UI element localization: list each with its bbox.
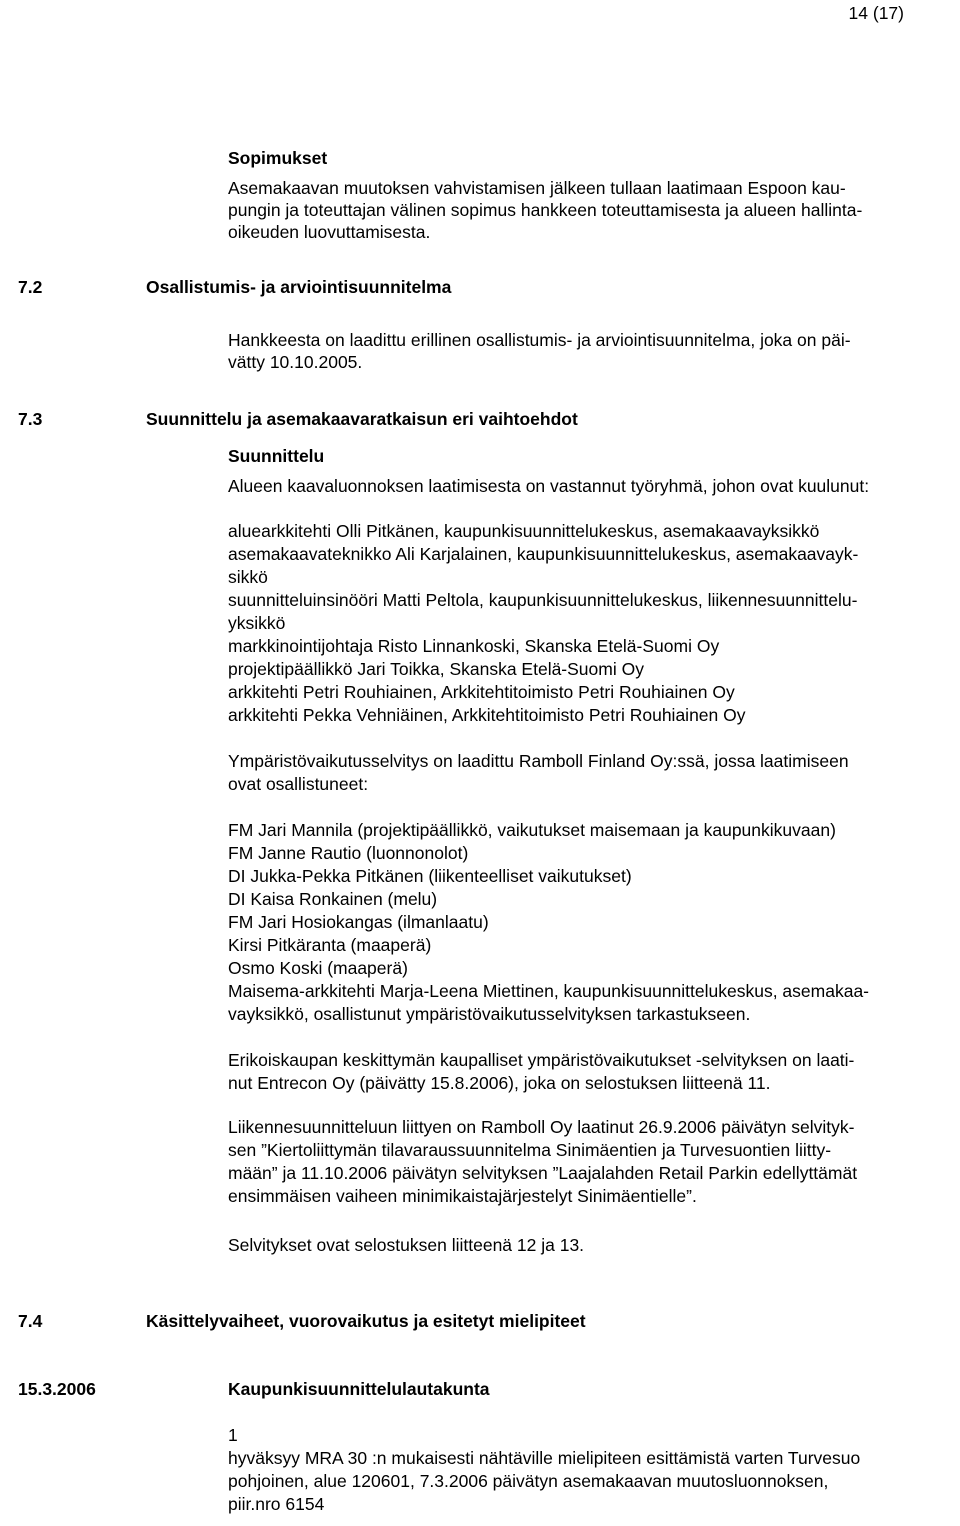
team-member: aluearkkitehti Olli Pitkänen, kaupunkisuunnittelukeskus, asemakaavayksikkö xyxy=(228,521,820,541)
team-member: sikkö xyxy=(228,567,268,587)
section-number: 7.4 xyxy=(18,1311,43,1331)
section-number: 7.2 xyxy=(18,277,43,297)
yva-person: vayksikkö, osallistunut ympäristövaikutusselvityksen tarkastukseen. xyxy=(228,1004,751,1024)
sopimukset-heading: Sopimukset xyxy=(228,148,328,168)
paragraph-line: nut Entrecon Oy (päivätty 15.8.2006), joka on selostuksen liitteenä 11. xyxy=(228,1073,771,1093)
team-member: suunnitteluinsinööri Matti Peltola, kaupunkisuunnittelukeskus, liikennesuunnittelu- xyxy=(228,590,858,610)
paragraph-line: vätty 10.10.2005. xyxy=(228,352,363,372)
meeting-date: 15.3.2006 xyxy=(18,1379,96,1399)
yva-person: Kirsi Pitkäranta (maaperä) xyxy=(228,935,432,955)
paragraph-line: Erikoiskaupan keskittymän kaupalliset ympäristövaikutukset -selvityksen on laati- xyxy=(228,1050,855,1070)
yva-person: FM Janne Rautio (luonnonolot) xyxy=(228,843,469,863)
sopimukset-line: Asemakaavan muutoksen vahvistamisen jälkeen tullaan laatimaan Espoon kau- xyxy=(228,178,846,198)
paragraph-line: Liikennesuunnitteluun liittyen on Ramboll Oy laatinut 26.9.2006 päivätyn selvityk- xyxy=(228,1117,855,1137)
yva-person: DI Jukka-Pekka Pitkänen (liikenteelliset vaikutukset) xyxy=(228,866,632,886)
team-member: yksikkö xyxy=(228,613,286,633)
paragraph-line: Hankkeesta on laadittu erillinen osallistumis- ja arviointisuunnitelma, joka on päi- xyxy=(228,330,851,350)
team-member: arkkitehti Pekka Vehniäinen, Arkkitehtitoimisto Petri Rouhiainen Oy xyxy=(228,705,746,725)
meeting-body: Kaupunkisuunnittelulautakunta xyxy=(228,1379,490,1399)
subheading: Suunnittelu xyxy=(228,446,325,466)
yva-person: DI Kaisa Ronkainen (melu) xyxy=(228,889,438,909)
yva-person: Osmo Koski (maaperä) xyxy=(228,958,408,978)
sopimukset-line: pungin ja toteuttajan välinen sopimus hankkeen toteuttamisesta ja alueen hallinta- xyxy=(228,200,863,220)
team-member: arkkitehti Petri Rouhiainen, Arkkitehtitoimisto Petri Rouhiainen Oy xyxy=(228,682,735,702)
yva-person: Maisema-arkkitehti Marja-Leena Miettinen, kaupunkisuunnittelukeskus, asemakaa- xyxy=(228,981,870,1001)
paragraph-line: piir.nro 6154 xyxy=(228,1494,325,1514)
sopimukset-line: oikeuden luovuttamisesta. xyxy=(228,222,431,242)
section-number: 7.3 xyxy=(18,409,43,429)
paragraph-line: mään” ja 11.10.2006 päivätyn selvityksen ”Laajalahden Retail Parkin edellyttämät xyxy=(228,1163,858,1183)
team-member: asemakaavateknikko Ali Karjalainen, kaupunkisuunnittelukeskus, asemakaavayk- xyxy=(228,544,859,564)
team-member: markkinointijohtaja Risto Linnankoski, Skanska Etelä-Suomi Oy xyxy=(228,636,720,656)
item-number: 1 xyxy=(228,1425,238,1445)
paragraph-line: ovat osallistuneet: xyxy=(228,774,369,794)
section-title: Osallistumis- ja arviointisuunnitelma xyxy=(146,277,452,297)
paragraph-line: Alueen kaavaluonnoksen laatimisesta on vastannut työryhmä, johon ovat kuulunut: xyxy=(228,476,870,496)
yva-person: FM Jari Hosiokangas (ilmanlaatu) xyxy=(228,912,489,932)
paragraph-line: pohjoinen, alue 120601, 7.3.2006 päivätyn asemakaavan muutosluonnoksen, xyxy=(228,1471,829,1491)
team-member: projektipäällikkö Jari Toikka, Skanska Etelä-Suomi Oy xyxy=(228,659,644,679)
paragraph-line: Selvitykset ovat selostuksen liitteenä 12 ja 13. xyxy=(228,1235,585,1255)
page-number: 14 (17) xyxy=(848,3,904,23)
yva-person: FM Jari Mannila (projektipäällikkö, vaikutukset maisemaan ja kaupunkikuvaan) xyxy=(228,820,836,840)
paragraph-line: sen ”Kiertoliittymän tilavaraussuunnitelma Sinimäentien ja Turvesuontien liitty- xyxy=(228,1140,832,1160)
paragraph-line: ensimmäisen vaiheen minimikaistajärjestelyt Sinimäentielle”. xyxy=(228,1186,697,1206)
paragraph-line: Ympäristövaikutusselvitys on laadittu Ramboll Finland Oy:ssä, jossa laatimiseen xyxy=(228,751,849,771)
section-title: Suunnittelu ja asemakaavaratkaisun eri vaihtoehdot xyxy=(146,409,578,429)
paragraph-line: hyväksyy MRA 30 :n mukaisesti nähtäville mielipiteen esittämistä varten Turvesuo xyxy=(228,1448,861,1468)
section-title: Käsittelyvaiheet, vuorovaikutus ja esitetyt mielipiteet xyxy=(146,1311,586,1331)
